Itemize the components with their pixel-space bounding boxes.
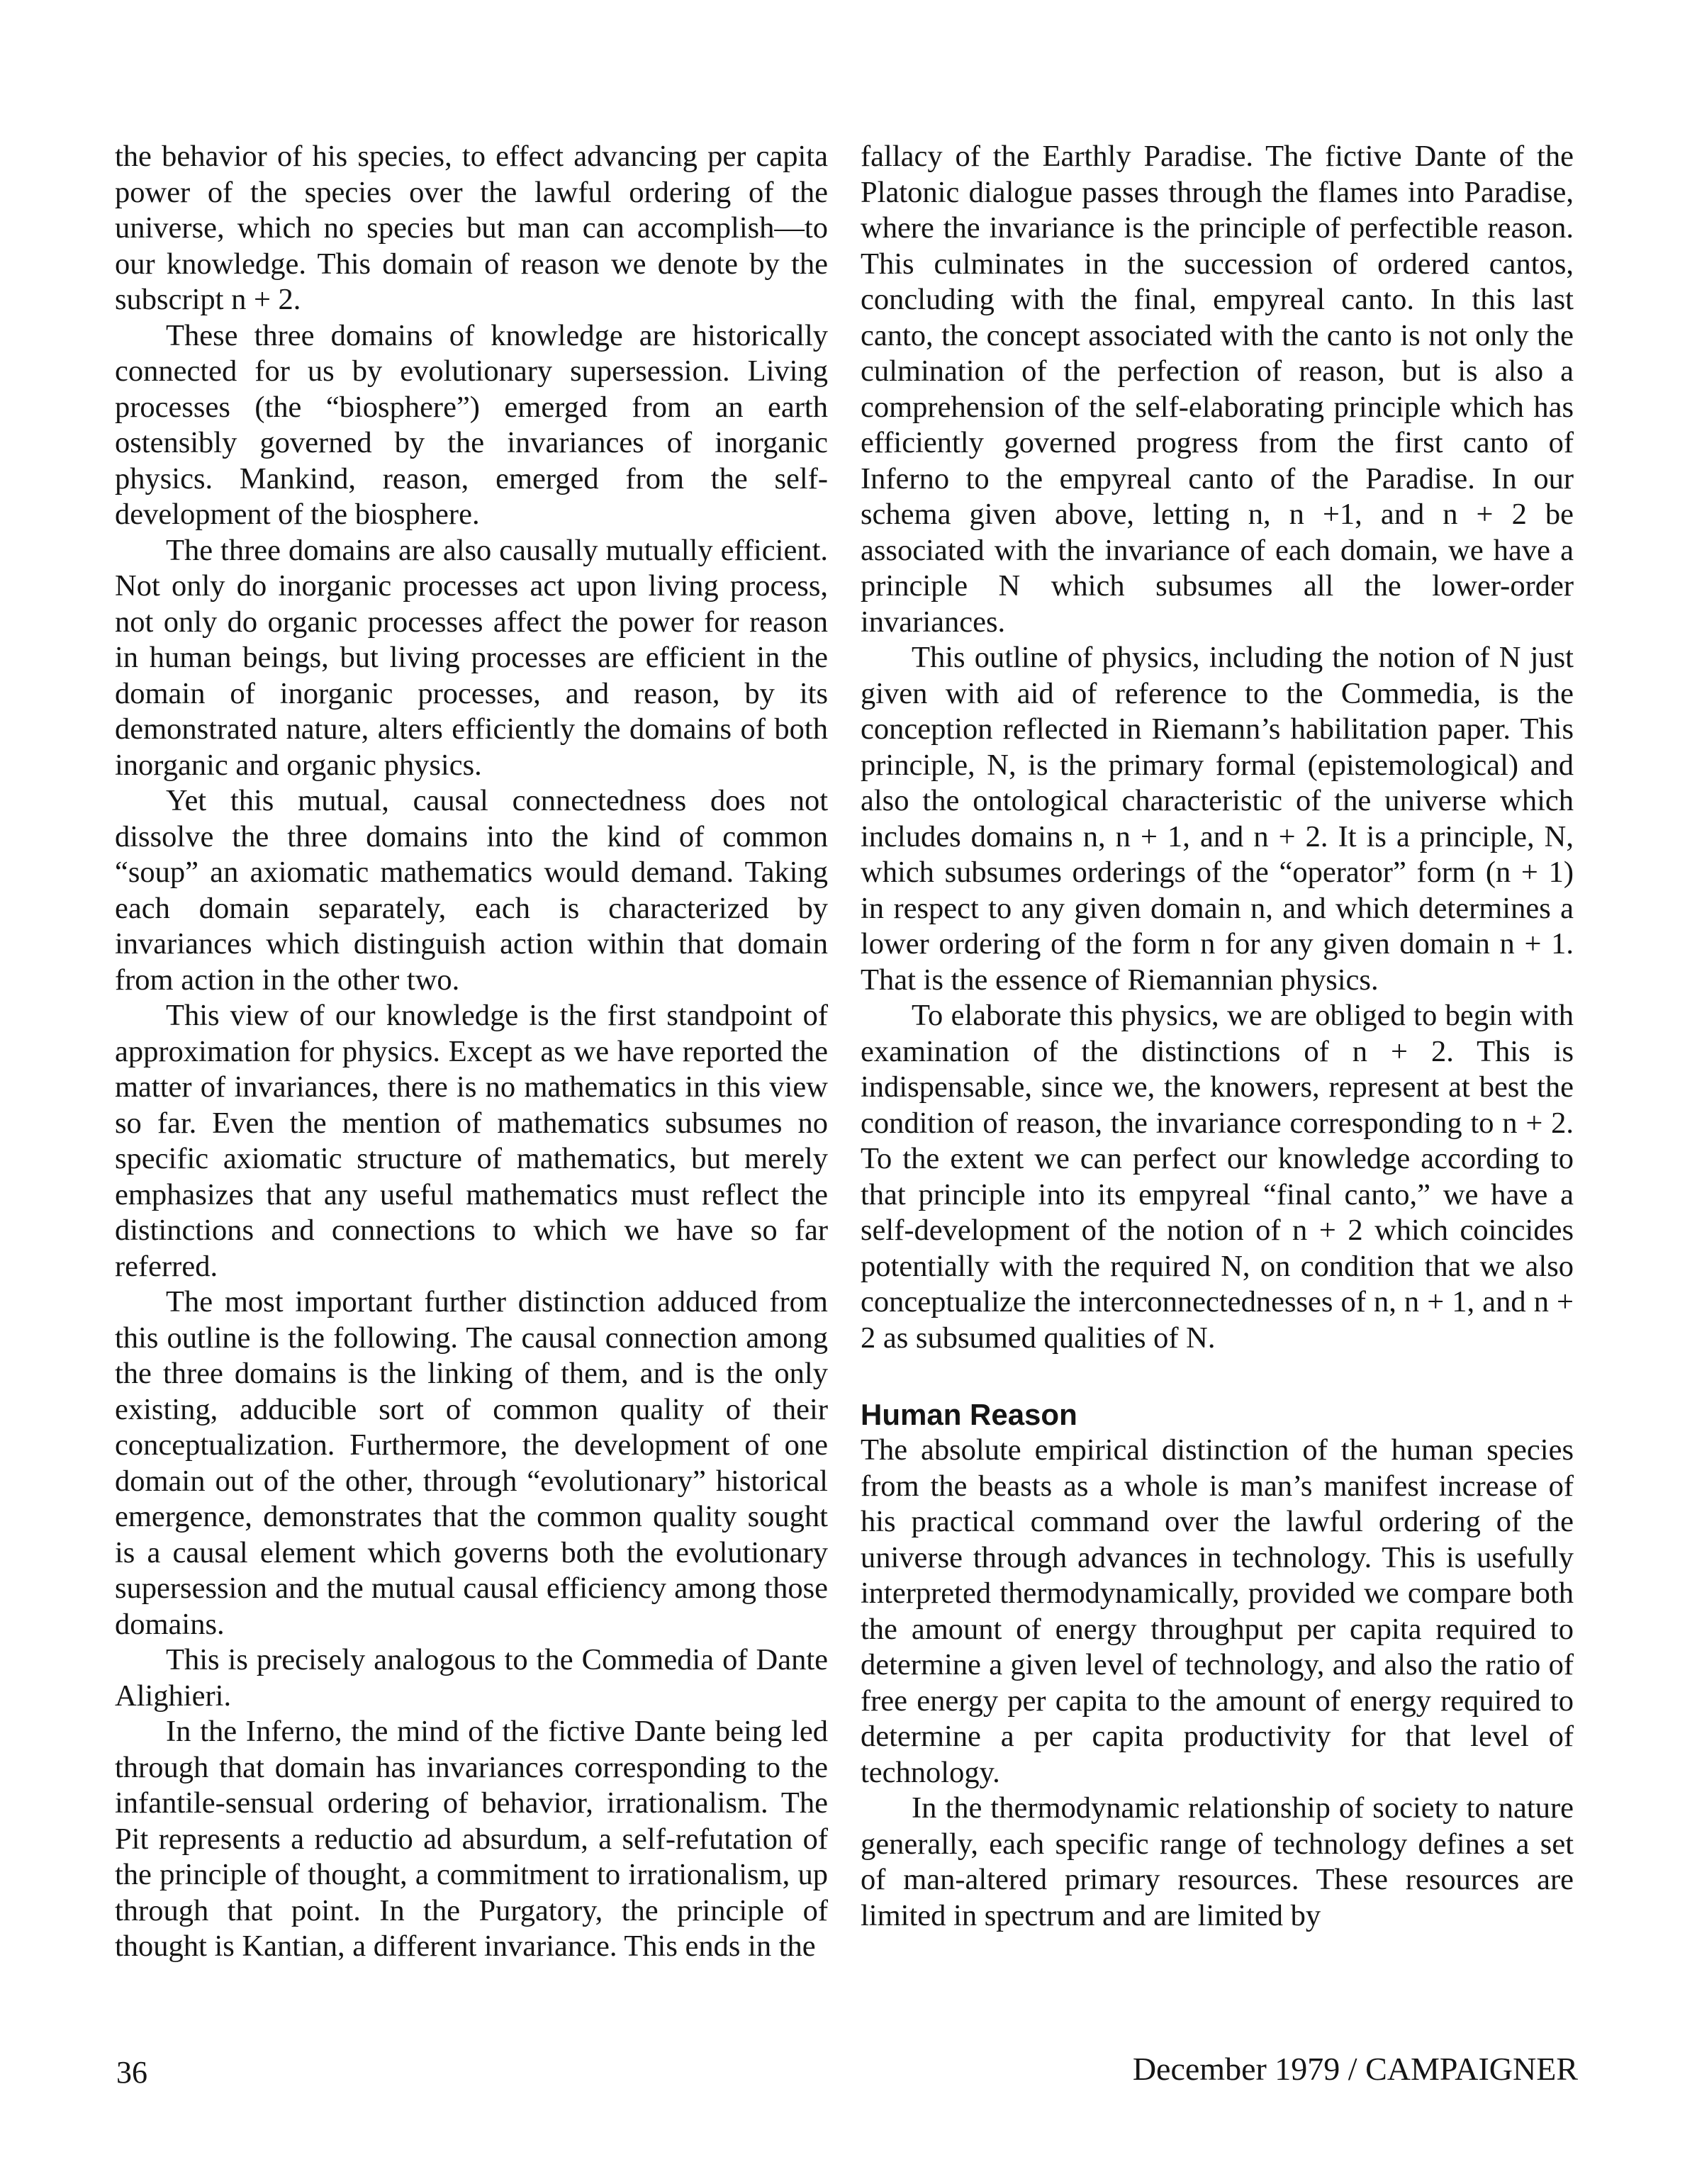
paragraph: In the thermodynamic relationship of society to nature generally, each specific range of technology defines a set of man-altered primary resources. These resources are limited in spectrum and are limited by [861,1791,1574,1932]
paragraph: This is precisely analogous to the Commedia of Dante Alighieri. [115,1643,828,1713]
paragraph: Yet this mutual, causal connectedness does not dissolve the three domains into the kind of common “soup” an axiomatic mathematics would demand. Taking each domain separately, each is characterized by invariances which distinguish action within that domain from action in the other two. [115,784,828,997]
paragraph: This view of our knowledge is the first standpoint of approximation for physics. Except as we have reported the matter of invariances, there is no mathematics in this view so far. Even the mention of mathematics subsumes no specific axiomatic structure of mathematics, but merely emphasizes that any useful mathematics must reflect the distinctions and connections to which we have so far referred. [115,999,828,1283]
paragraph: The most important further distinction adduced from this outline is the following. The causal connection among the three domains is the linking of them, and is the only existing, adducible sort of common quality of their conceptualization. Furthermore, the development of one domain out of the other, through “evolutionary” historical emergence, demonstrates that the common quality sought is a causal element which governs both the evolutionary supersession and the mutual causal efficiency among those domains. [115,1285,828,1641]
paragraph: fallacy of the Earthly Paradise. The fictive Dante of the Platonic dialogue passes through the flames into Paradise, where the invariance is the principle of perfectible reason. This culminates in the succession of ordered cantos, concluding with the final, empyreal canto. In this last canto, the concept associated with the canto is not only the culmination of the perfection of reason, but is also a comprehension of the self-elaborating principle which has efficiently governed progress from the first canto of Inferno to the empyreal canto of the Paradise. In our schema given above, letting n, n +1, and n + 2 be associated with the invariance of each domain, we have a principle N which subsumes all the lower-order invariances. [861,140,1574,639]
paragraph: The three domains are also causally mutually efficient. Not only do inorganic processes act upon living process, not only do organic processes affect the power for reason in human beings, but living processes are efficient in the domain of inorganic processes, and reason, by its demonstrated nature, alters efficiently the domains of both inorganic and organic physics. [115,533,828,782]
page-number: 36 [116,2055,147,2090]
paragraph: In the Inferno, the mind of the fictive Dante being led through that domain has invariances corresponding to the infantile-sensual ordering of behavior, irrationalism. The Pit represents a reductio ad absurdum, a self-refutation of the principle of thought, a commitment to irrationalism, up through that point. In the Purgatory, the principle of thought is Kantian, a different invariance. This ends in the [115,1715,828,1963]
right-column [861,139,1574,1934]
paragraph: To elaborate this physics, we are obliged to begin with examination of the distinctions of n + 2. This is indispensable, since we, the knowers, represent at best the condition of reason, the invariance corresponding to n + 2. To the extent we can perfect our knowledge according to that principle into its empyreal “final canto,” we have a self-development of the notion of n + 2 which coincides potentially with the required N, on condition that we also conceptualize the interconnectednesses of n, n + 1, and n + 2 as subsumed qualities of N. [861,999,1574,1355]
paragraph: This outline of physics, including the notion of N just given with aid of reference to the Commedia, is the conception reflected in Riemann’s habilitation paper. This principle, N, is the primary formal (epistemological) and also the ontological characteristic of the universe which includes domains n, n + 1, and n + 2. It is a principle, N, which subsumes orderings of the “operator” form (n + 1) in respect to any given domain n, and which determines a lower ordering of the form n for any given domain n + 1. That is the essence of Riemannian physics. [861,641,1574,997]
paragraph: the behavior of his species, to effect advancing per capita power of the species over the lawful ordering of the universe, which no species but man can accomplish—to our knowledge. This domain of reason we denote by the subscript n + 2. [115,140,828,316]
left-column [115,139,828,1965]
section-heading: Human Reason [861,1398,1077,1431]
paragraph: The absolute empirical distinction of the human species from the beasts as a whole is man’s manifest increase of his practical command over the lawful ordering of the universe through advances in technology. This is usefully interpreted thermodynamically, provided we compare both the amount of energy throughput per capita required to determine a given level of technology, and also the ratio of free energy per capita to the amount of energy required to determine a per capita productivity for that level of technology. [861,1433,1574,1789]
paragraph: These three domains of knowledge are historically connected for us by evolutionary supersession. Living processes (the “biosphere”) emerged from an earth ostensibly governed by the invariances of inorganic physics. Mankind, reason, emerged from the self-development of the biosphere. [115,318,828,531]
footer-issue: December 1979 / CAMPAIGNER [1132,2051,1578,2087]
